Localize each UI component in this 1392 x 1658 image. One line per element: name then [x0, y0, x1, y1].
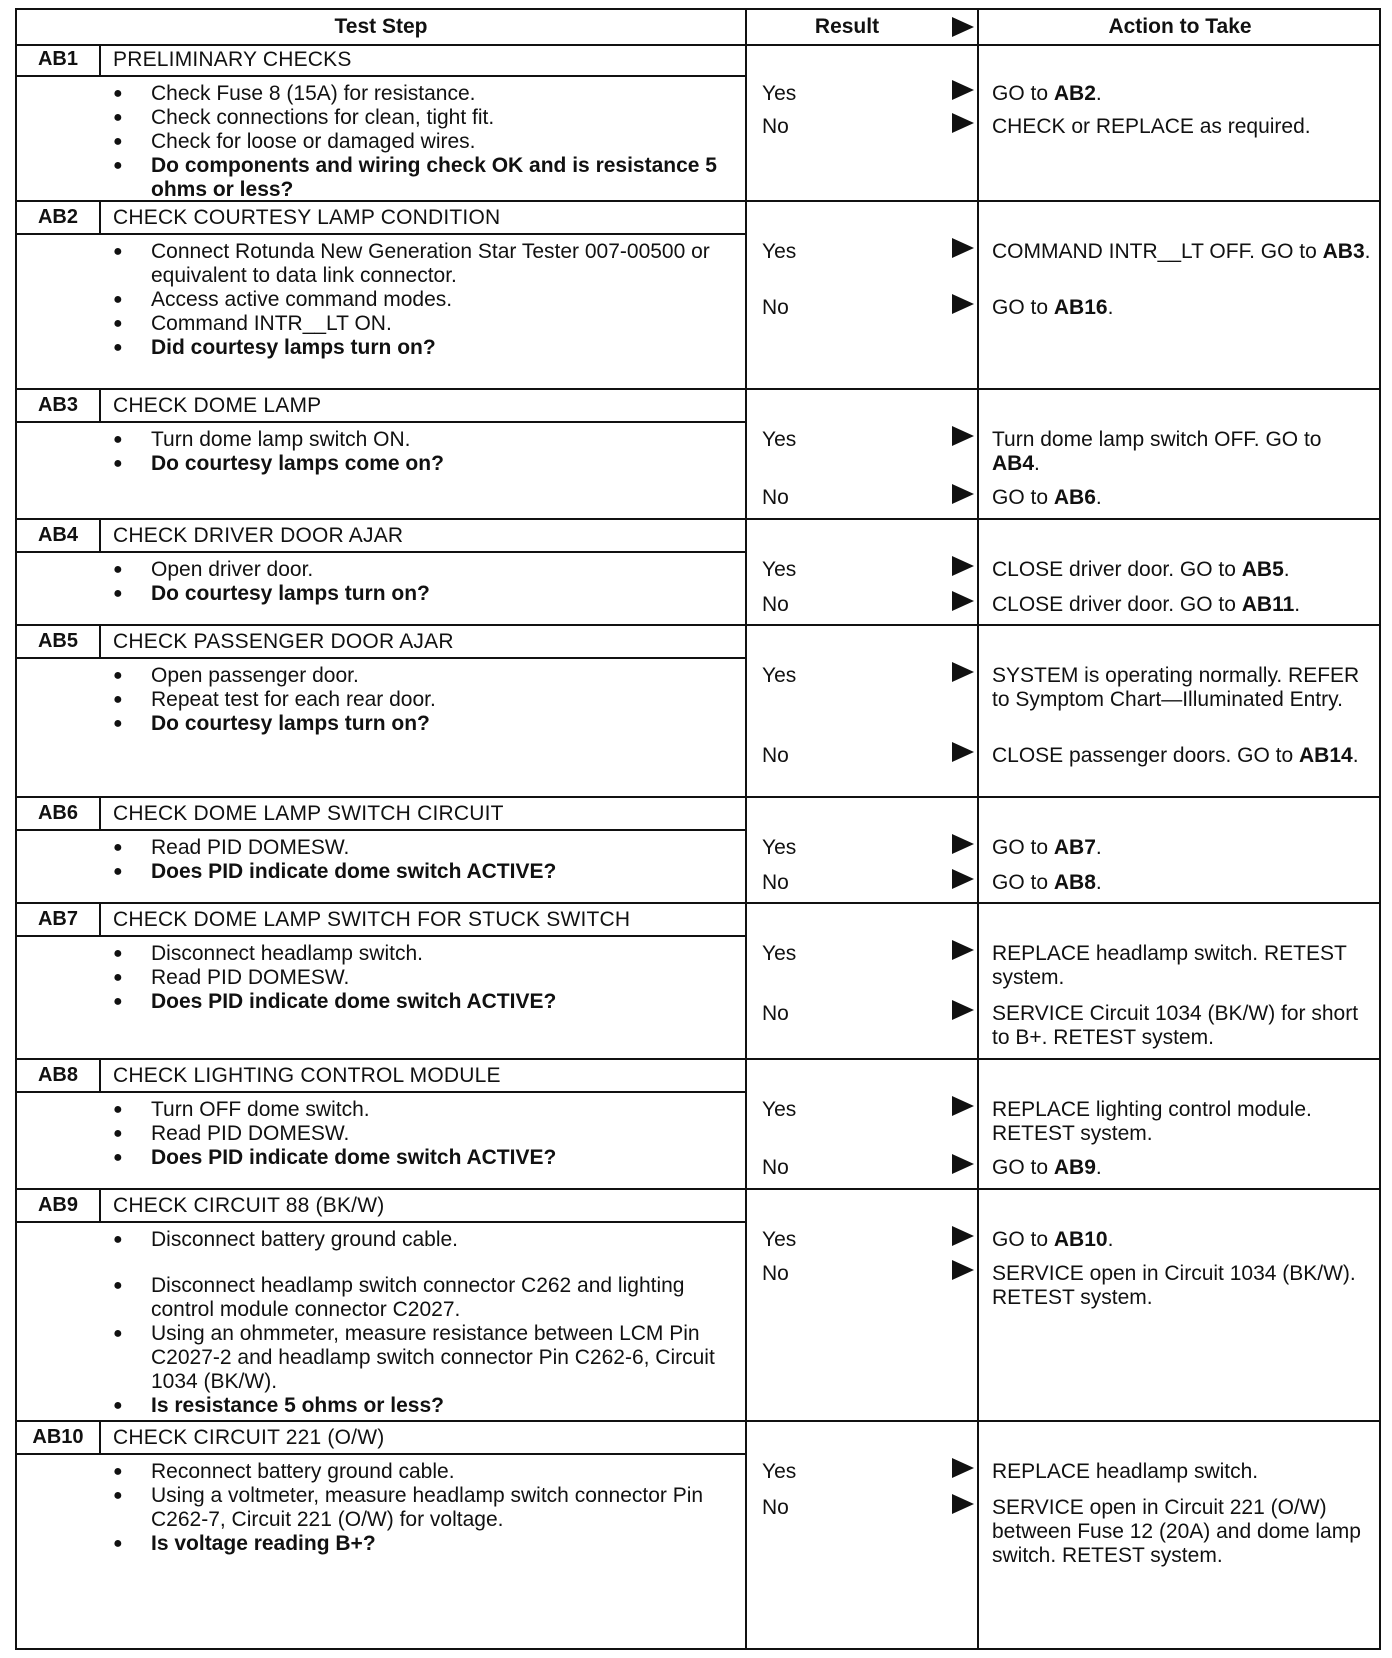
result-no: No	[762, 1496, 789, 1519]
arrow-right-icon	[952, 1458, 974, 1478]
instruction-item: ● Open driver door.	[113, 558, 733, 582]
action-text: GO to AB2.	[992, 82, 1102, 105]
step-id: AB3	[17, 390, 101, 421]
arrow-right-icon	[952, 591, 974, 611]
result-no: No	[762, 296, 789, 319]
arrow-right-icon	[952, 484, 974, 504]
result-no: No	[762, 1262, 789, 1285]
result-no: No	[762, 1002, 789, 1025]
instruction-item: ● Repeat test for each rear door.	[113, 688, 733, 712]
step-title: CHECK DOME LAMP SWITCH FOR STUCK SWITCH	[113, 907, 631, 931]
step-header-ab1	[17, 44, 747, 77]
instruction-item: ● Using an ohmmeter, measure resistance between LCM Pin C2027-2 and headlamp switch connector Pin C262-6, Circuit 1034 (BK/W).	[113, 1322, 733, 1394]
step-question: ● Do courtesy lamps come on?	[113, 452, 733, 476]
step-id: AB8	[17, 1060, 101, 1091]
step-header-ab9	[17, 1190, 747, 1223]
instruction-item: ● Read PID DOMESW.	[113, 966, 733, 990]
header-result: Result	[814, 14, 880, 38]
action-text: CLOSE driver door. GO to AB5.	[992, 558, 1290, 581]
instruction-item: ● Turn OFF dome switch.	[113, 1098, 733, 1122]
step-instructions-ab6	[113, 836, 733, 884]
step-question: ● Do components and wiring check OK and is resistance 5 ohms or less?	[113, 154, 733, 202]
step-id: AB5	[17, 626, 101, 657]
arrow-right-icon	[952, 17, 974, 37]
step-title: CHECK DOME LAMP SWITCH CIRCUIT	[113, 801, 504, 825]
step-title: CHECK LIGHTING CONTROL MODULE	[113, 1063, 501, 1087]
header-action: Action to Take	[1108, 14, 1252, 38]
step-header-ab6	[17, 798, 747, 831]
result-no: No	[762, 593, 789, 616]
step-instructions-ab3	[113, 428, 733, 476]
arrow-right-icon	[952, 1494, 974, 1514]
action-text: SERVICE open in Circuit 1034 (BK/W). RETEST system.	[992, 1262, 1356, 1309]
step-title: CHECK CIRCUIT 88 (BK/W)	[113, 1193, 385, 1217]
action-text: REPLACE headlamp switch.	[992, 1460, 1259, 1483]
step-header-ab4	[17, 520, 747, 553]
instruction-item: ● Reconnect battery ground cable.	[113, 1460, 733, 1484]
instruction-item: ● Check connections for clean, tight fit.	[113, 106, 733, 130]
step-question: ● Did courtesy lamps turn on?	[113, 336, 733, 360]
step-instructions-ab2	[113, 240, 733, 360]
step-header-ab8	[17, 1060, 747, 1093]
instruction-item: ● Command INTR__LT ON.	[113, 312, 733, 336]
instruction-item: ● Connect Rotunda New Generation Star Tester 007-00500 or equivalent to data link connector.	[113, 240, 733, 288]
action-text: GO to AB8.	[992, 871, 1102, 894]
instruction-item: ● Read PID DOMESW.	[113, 836, 733, 860]
result-yes: Yes	[762, 664, 797, 687]
step-title: CHECK CIRCUIT 221 (O/W)	[113, 1425, 385, 1449]
arrow-right-icon	[952, 294, 974, 314]
result-yes: Yes	[762, 836, 797, 859]
step-header-ab2	[17, 202, 747, 235]
result-yes: Yes	[762, 558, 797, 581]
action-text: GO to AB9.	[992, 1156, 1102, 1179]
step-id: AB4	[17, 520, 101, 551]
action-text: SERVICE open in Circuit 221 (O/W) between Fuse 12 (20A) and dome lamp switch. RETEST system.	[992, 1496, 1361, 1567]
arrow-right-icon	[952, 1226, 974, 1246]
step-title: PRELIMINARY CHECKS	[113, 47, 352, 71]
instruction-item: ● Read PID DOMESW.	[113, 1122, 733, 1146]
instruction-item: ● Check for loose or damaged wires.	[113, 130, 733, 154]
result-yes: Yes	[762, 942, 797, 965]
arrow-right-icon	[952, 238, 974, 258]
result-yes: Yes	[762, 428, 797, 451]
action-text: REPLACE headlamp switch. RETEST system.	[992, 942, 1347, 989]
step-title: CHECK DRIVER DOOR AJAR	[113, 523, 404, 547]
action-text: COMMAND INTR__LT OFF. GO to AB3.	[992, 240, 1371, 263]
step-instructions-ab4	[113, 558, 733, 606]
step-instructions-ab5	[113, 664, 733, 736]
step-question: ● Does PID indicate dome switch ACTIVE?	[113, 990, 733, 1014]
action-text: CHECK or REPLACE as required.	[992, 115, 1311, 138]
step-instructions-ab9	[113, 1228, 733, 1418]
arrow-right-icon	[952, 1260, 974, 1280]
action-text: SERVICE Circuit 1034 (BK/W) for short to B+. RETEST system.	[992, 1002, 1359, 1049]
result-yes: Yes	[762, 1098, 797, 1121]
step-header-ab7	[17, 904, 747, 937]
step-id: AB9	[17, 1190, 101, 1221]
step-header-ab10	[17, 1422, 747, 1455]
column-divider-action	[977, 10, 979, 1648]
result-no: No	[762, 871, 789, 894]
arrow-right-icon	[952, 662, 974, 682]
step-title: CHECK COURTESY LAMP CONDITION	[113, 205, 501, 229]
action-text: CLOSE driver door. GO to AB11.	[992, 593, 1301, 616]
result-no: No	[762, 115, 789, 138]
step-instructions-ab8	[113, 1098, 733, 1170]
instruction-item: ● Disconnect battery ground cable.	[113, 1228, 733, 1252]
step-header-ab5	[17, 626, 747, 659]
instruction-item: ● Open passenger door.	[113, 664, 733, 688]
header-test-step: Test Step	[334, 14, 428, 38]
step-instructions-ab1	[113, 82, 733, 202]
step-title: CHECK PASSENGER DOOR AJAR	[113, 629, 454, 653]
step-id: AB1	[17, 44, 101, 75]
action-text: GO to AB6.	[992, 486, 1102, 509]
step-instructions-ab10	[113, 1460, 733, 1556]
arrow-right-icon	[952, 556, 974, 576]
step-question: ● Is resistance 5 ohms or less?	[113, 1394, 733, 1418]
step-id: AB6	[17, 798, 101, 829]
diagnostic-table	[15, 8, 1381, 1650]
result-no: No	[762, 1156, 789, 1179]
arrow-right-icon	[952, 742, 974, 762]
step-header-ab3	[17, 390, 747, 423]
action-text: GO to AB10.	[992, 1228, 1114, 1251]
arrow-right-icon	[952, 426, 974, 446]
step-question: ● Does PID indicate dome switch ACTIVE?	[113, 1146, 733, 1170]
result-yes: Yes	[762, 240, 797, 263]
result-no: No	[762, 744, 789, 767]
arrow-right-icon	[952, 113, 974, 133]
action-text: SYSTEM is operating normally. REFER to Symptom Chart—Illuminated Entry.	[992, 664, 1360, 711]
action-text: CLOSE passenger doors. GO to AB14.	[992, 744, 1359, 767]
instruction-item: ● Turn dome lamp switch ON.	[113, 428, 733, 452]
action-text: Turn dome lamp switch OFF. GO to AB4.	[992, 428, 1322, 475]
step-question: ● Do courtesy lamps turn on?	[113, 712, 733, 736]
arrow-right-icon	[952, 1000, 974, 1020]
arrow-right-icon	[952, 1154, 974, 1174]
step-instructions-ab7	[113, 942, 733, 1014]
instruction-item: ● Using a voltmeter, measure headlamp switch connector Pin C262-7, Circuit 221 (O/W) for voltage.	[113, 1484, 733, 1532]
step-question: ● Does PID indicate dome switch ACTIVE?	[113, 860, 733, 884]
result-yes: Yes	[762, 1228, 797, 1251]
arrow-right-icon	[952, 869, 974, 889]
action-text: REPLACE lighting control module. RETEST system.	[992, 1098, 1312, 1145]
action-text: GO to AB7.	[992, 836, 1102, 859]
result-no: No	[762, 486, 789, 509]
arrow-right-icon	[952, 80, 974, 100]
result-yes: Yes	[762, 1460, 797, 1483]
instruction-item: ● Access active command modes.	[113, 288, 733, 312]
step-id: AB7	[17, 904, 101, 935]
action-text: GO to AB16.	[992, 296, 1114, 319]
arrow-right-icon	[952, 940, 974, 960]
result-yes: Yes	[762, 82, 797, 105]
arrow-right-icon	[952, 1096, 974, 1116]
instruction-item: ● Check Fuse 8 (15A) for resistance.	[113, 82, 733, 106]
step-id: AB2	[17, 202, 101, 233]
step-question: ● Do courtesy lamps turn on?	[113, 582, 733, 606]
step-question: ● Is voltage reading B+?	[113, 1532, 733, 1556]
instruction-item: ● Disconnect headlamp switch.	[113, 942, 733, 966]
instruction-item: ● Disconnect headlamp switch connector C262 and lighting control module connector C2027.	[113, 1274, 733, 1322]
step-title: CHECK DOME LAMP	[113, 393, 322, 417]
step-id: AB10	[17, 1422, 101, 1453]
arrow-right-icon	[952, 834, 974, 854]
